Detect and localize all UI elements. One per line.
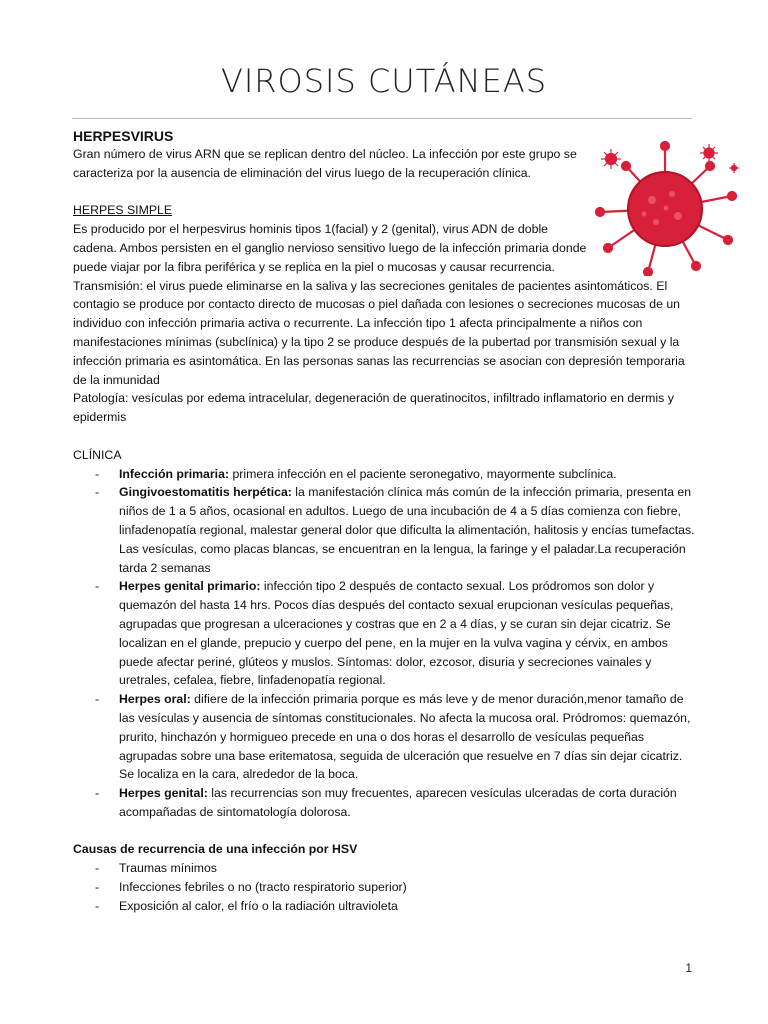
- causas-list: [73, 859, 699, 915]
- section-heading-clinica: CLÍNICA: [73, 447, 122, 462]
- list-item: - Exposición al calor, el frío o la radiación ultravioleta: [73, 897, 699, 916]
- list-item: - Gingivoestomatitis herpética: la manifestación clínica más común de la infección primaria, presenta en niños de 1 a 5 años, ocasional en adultos. Luego de una incubación de 4 a 5 días comienza con fiebre, linfadenopatía regional, malestar general dolor que dificulta la alimentación, halitosis y encías tumefactas. Las vesículas, como placas blancas, se encuentran en la lengua, la faringe y el paladar.La recuperación tarda 2 semanas: [73, 483, 699, 577]
- section-heading-causas: Causas de recurrencia de una infección por HSV: [73, 842, 358, 857]
- title-divider: [72, 118, 692, 119]
- herpesvirus-intro: Gran número de virus ARN que se replican dentro del núcleo. La infección por este grupo se caracteriza por la ausencia de eliminación del virus luego de la recuperación clínica.: [73, 147, 577, 180]
- list-item: - Herpes genital: las recurrencias son muy frecuentes, aparecen vesículas ulceradas de corta duración acompañadas de sintomatología dolorosa.: [73, 784, 699, 822]
- list-item: - Herpes oral: difiere de la infección primaria porque es más leve y de menor duración,menor tamaño de las vesículas y ausencia de síntomas constitucionales. No afecta la mucosa oral. Pródromos: quemazón, prurito, hinchazón y hormigueo precede en una o dos horas el desarrollo de vesículas pequeñas agrupadas sobre una base eritematosa, seguida de ulceración que resuelve en 7 días sin dejar cicatriz. Se localiza en la cara, alrededor de la boca.: [73, 690, 699, 784]
- page-title: VIROSIS CUTÁNEAS: [220, 62, 548, 100]
- transmission-paragraph: Transmisión: el virus puede eliminarse en la saliva y las secreciones genitales de pacientes asintomáticos. El contagio se produce por contacto directo de mucosas o piel dañada con lesiones o secreciones mucosas de un individuo con infección primaria activa o recurrente. La infección tipo 1 afecta principalmente a niños con manifestaciones mínimas (subclínica) y la tipo 2 se produce después de la pubertad por transmisión sexual y la infección primaria es asintomática. En las personas sanas las recurrencias se asocian con depresión temporaria de la inmunidad: [73, 278, 685, 387]
- list-item: - Traumas mínimos: [73, 859, 699, 878]
- list-item: - Infecciones febriles o no (tracto respiratorio superior): [73, 878, 699, 897]
- page-number: 1: [685, 961, 692, 975]
- clinica-list: [73, 465, 699, 822]
- section-heading-herpes-simple: HERPES SIMPLE: [73, 203, 173, 218]
- pathology-paragraph: Patología: vesículas por edema intracelular, degeneración de queratinocitos, infiltrado inflamatorio en dermis y epidermis: [73, 391, 674, 425]
- section-heading-herpesvirus: HERPESVIRUS: [73, 128, 174, 144]
- list-item: - Herpes genital primario: infección tipo 2 después de contacto sexual. Los pródromos son dolor y quemazón del hasta 14 hrs. Pocos días después del contacto sexual erupcionan vesículas pequeñas, agrupadas que progresan a ulceraciones y costras que en 2 a 4 días, y se curan sin dejar cicatriz. Se localizan en el glande, prepucio y cuerpo del pene, en la mujer en la vulva vagina y cérvix, en ambos puede afectar periné, glúteos y muslos. Síntomas: dolor, ezcosor, disuria y secreciones vainales y uretrales, cefalea, fiebre, linfadenopatía regional.: [73, 577, 699, 690]
- herpes-simple-description: Es producido por el herpesvirus hominis tipos 1(facial) y 2 (genital), virus ADN de doble cadena. Ambos persisten en el ganglio nervioso sensitivo luego de la infección primaria donde puede viajar por la fibra periférica y se replica en la piel o mucosas y causar recurrencia.: [73, 222, 587, 274]
- document-body: [73, 127, 699, 916]
- list-item: - Infección primaria: primera infección en el paciente seronegativo, mayormente subclínica.: [73, 465, 699, 484]
